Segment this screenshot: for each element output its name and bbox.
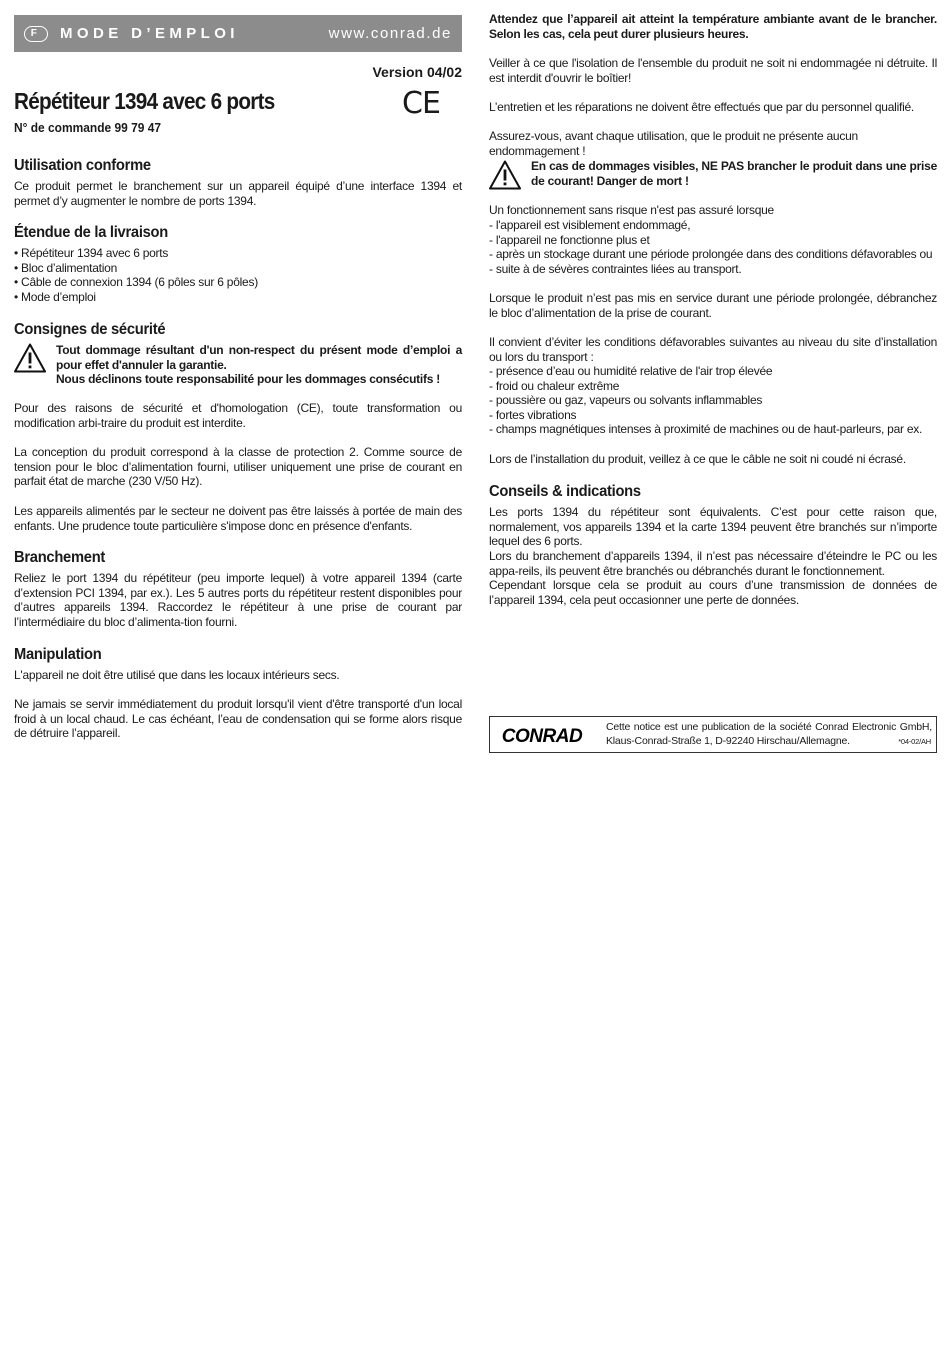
consignes-p2: La conception du produit correspond à la classe de protection 2. Comme source de tension pour le bloc d’alimentation fourni, utiliser uniquement une prise de courant en parfait état de marche (230 V/50 Hz). xyxy=(14,445,462,489)
right-p3: L’entretien et les réparations ne doivent être effectués que par du personnel qualifié. xyxy=(489,100,914,114)
list-item: • Bloc d’alimentation xyxy=(14,260,118,275)
heading-etendue: Étendue de la livraison xyxy=(14,224,168,241)
header-url: www.conrad.de xyxy=(328,25,452,42)
list-item: - poussière ou gaz, vapeurs ou solvants inflammables xyxy=(489,393,763,408)
header-bar xyxy=(14,15,462,52)
list-item: - froid ou chaleur extrême xyxy=(489,378,620,393)
warning-triangle-icon xyxy=(14,343,46,373)
list-item: - l'appareil ne fonctionne plus et xyxy=(489,232,650,247)
utilisation-text: Ce produit permet le branchement sur un appareil équipé d’une interface 1394 et permet d’y augmenter le nombre de ports 1394. xyxy=(14,179,462,208)
list-item: • Mode d’emploi xyxy=(14,289,96,304)
delivery-list xyxy=(14,246,462,304)
heading-manipulation: Manipulation xyxy=(14,646,102,663)
conrad-logo xyxy=(496,723,588,747)
conseils-p2: Lors du branchement d’appareils 1394, il n’est pas nécessaire d’éteindre le PC ou les appa-reils, ils peuvent être branchés ou débranchés durant le fonctionnement. xyxy=(489,549,937,578)
publisher-text: Cette notice est une publication de la société Conrad Electronic GmbH, Klaus-Conrad-Straße 1, D-92240 Hirschau/Allemagne. xyxy=(606,721,932,747)
page-title: Répétiteur 1394 avec 6 ports xyxy=(14,88,275,114)
right-p2: Veiller à ce que l'isolation de l'ensemble du produit ne soit ni endommagée ni détruite. Il est interdit d'ouvrir le boîtier! xyxy=(489,56,937,85)
risk-list xyxy=(489,218,937,276)
heading-consignes: Consignes de sécurité xyxy=(14,321,166,338)
list-item: - l'appareil est visiblement endommagé, xyxy=(489,218,691,232)
heading-utilisation: Utilisation conforme xyxy=(14,157,151,174)
list-item: - après un stockage durant une période prolongée dans des conditions défavorables ou xyxy=(489,247,933,262)
warning-triangle-icon xyxy=(489,160,521,190)
header-title-group xyxy=(24,25,239,42)
list-item: - suite à de sévères contraintes liées au transport. xyxy=(489,261,742,276)
warning-liability-text: Nous déclinons toute responsabilité pour les dommages consécutifs ! xyxy=(56,372,440,386)
conseils-p3: Cependant lorsque cela se produit au cours d’une transmission de données de l’appareil 1394, cela peut occasionner une perte de données. xyxy=(489,578,937,607)
list-item: - présence d’eau ou humidité relative de l'air trop élevée xyxy=(489,364,773,378)
list-item: - champs magnétiques intenses à proximité de machines ou de haut-parleurs, par ex. xyxy=(489,422,923,437)
conditions-list xyxy=(489,364,937,437)
heading-conseils: Conseils & indications xyxy=(489,483,641,500)
branchement-text: Reliez le port 1394 du répétiteur (peu importe lequel) à votre appareil 1394 (carte d’extension PCI 1394, par ex.). Les 5 autres ports du répétiteur restent disponibles pour d’autres appareils 1394. Raccordez le répétiteur à une prise de courant par l’intermédiaire du bloc d’alimenta-tion fourni. xyxy=(14,571,462,629)
right-p4: Assurez-vous, avant chaque utilisation, que le produit ne présente aucun endommagement ! xyxy=(489,129,858,158)
risk-intro: Un fonctionnement sans risque n'est pas assuré lorsque xyxy=(489,203,774,217)
conseils-p1: Les ports 1394 du répétiteur sont équivalents. C’est pour cette raison que, normalement, vos appareils 1394 et la carte 1394 peuvent être branchés sur n’importe lequel des 6 ports. xyxy=(489,505,937,549)
heading-branchement: Branchement xyxy=(14,549,106,566)
manipulation-p2: Ne jamais se servir immédiatement du produit lorsqu'il vient d'être transporté d'un local froid à un local chaud. Le cas échéant, l’eau de condensation qui se forme alors risque de détruire l’appareil. xyxy=(14,697,462,741)
language-badge: F xyxy=(24,26,48,42)
warning-danger-text: En cas de dommages visibles, NE PAS brancher le produit dans une prise de courant! Danger de mort ! xyxy=(531,159,937,188)
order-number: N° de commande 99 79 47 xyxy=(14,120,162,135)
conditions-intro: Il convient d’éviter les conditions défavorables suivantes au niveau du site d’installation ou lors du transport : xyxy=(489,335,937,364)
manipulation-p1: L'appareil ne doit être utilisé que dans les locaux intérieurs secs. xyxy=(14,668,340,682)
list-item: - fortes vibrations xyxy=(489,407,577,422)
list-item: • Câble de connexion 1394 (6 pôles sur 6 pôles) xyxy=(14,275,258,290)
logo-text: CONRAD xyxy=(501,726,583,747)
right-p6: Lors de l’installation du produit, veillez à ce que le câble ne soit ni coudé ni écrasé. xyxy=(489,452,906,466)
list-item: • Répétiteur 1394 avec 6 ports xyxy=(14,246,169,260)
right-p5: Lorsque le produit n’est pas mis en service durant une période prolongée, débranchez le bloc d’alimentation de la prise de courant. xyxy=(489,291,937,320)
consignes-p1: Pour des raisons de sécurité et d'homologation (CE), toute transformation ou modification arbi-traire du produit est interdite. xyxy=(14,401,462,430)
version-label: Version 04/02 xyxy=(372,64,462,80)
header-title: MODE D’EMPLOI xyxy=(60,25,239,42)
right-p1: Attendez que l’appareil ait atteint la température ambiante avant de le brancher. Selon les cas, cela peut durer plusieurs heures. xyxy=(489,12,937,41)
publication-code: *04-02/AH xyxy=(898,737,931,746)
publisher-box xyxy=(489,716,937,753)
warning-guarantee-text: Tout dommage résultant d'un non-respect du présent mode d’emploi a pour effet d'annuler la garantie. xyxy=(56,343,462,372)
ce-mark-icon: CE xyxy=(402,86,440,121)
consignes-p3: Les appareils alimentés par le secteur ne doivent pas être laissés à portée de main des enfants. Une prudence toute particulière s'impose donc en présence d'enfants. xyxy=(14,504,462,533)
